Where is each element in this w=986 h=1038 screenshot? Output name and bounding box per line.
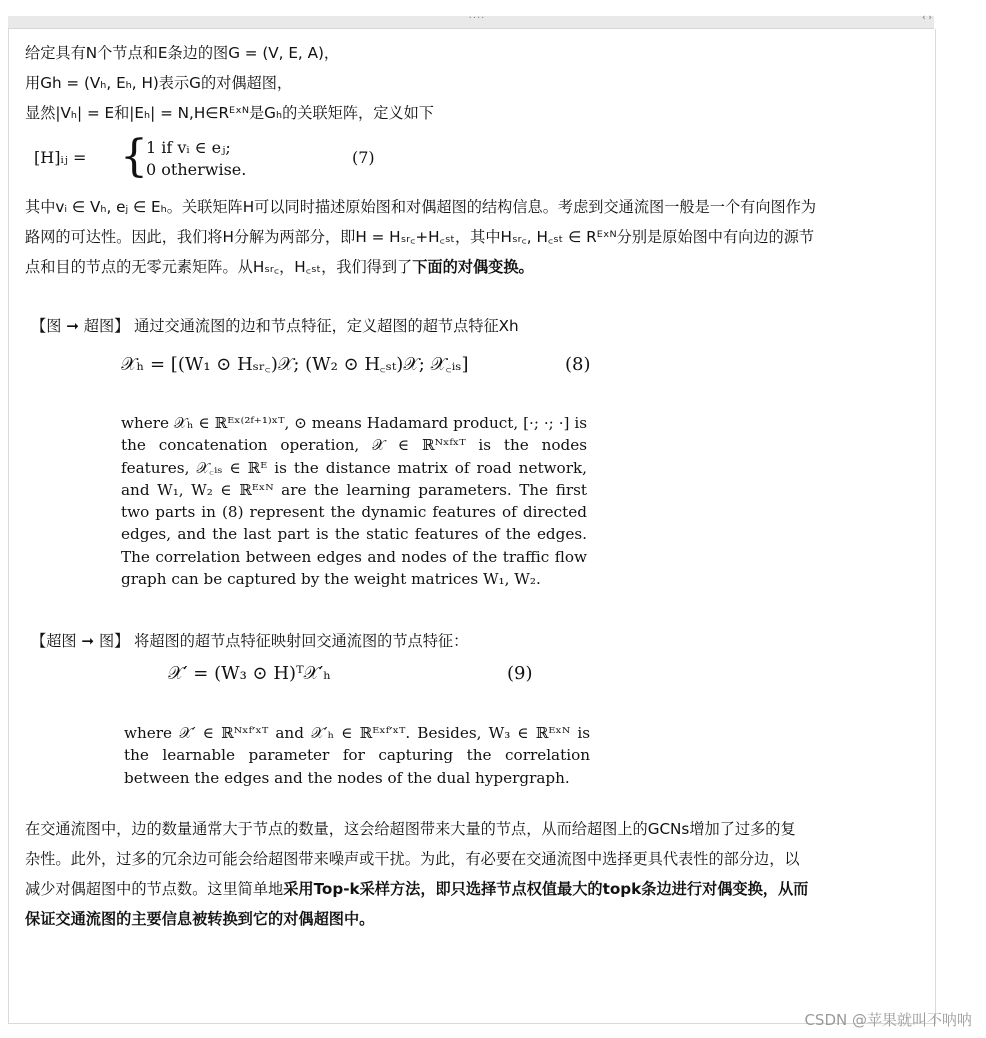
intro-line-3: 显然|Vₕ| = E和|Eₕ| = N,H∈Rᴱˣᴺ是Gₕ的关联矩阵，定义如下 bbox=[25, 104, 434, 122]
paragraph-topk bbox=[25, 814, 930, 934]
section-heading-graph-to-hypergraph: 【图 ➞ 超图】 通过交通流图的边和节点特征，定义超图的超节点特征Xh bbox=[31, 317, 519, 335]
equation-9 bbox=[168, 663, 538, 684]
drag-handle-icon[interactable]: ···· bbox=[468, 13, 486, 24]
paper-excerpt-2: where 𝒳′ ∈ ℝᴺˣᶠ′ˣᵀ and 𝒳′ₕ ∈ ℝᴱˣᶠ′ˣᵀ. Besides, W₃ ∈ ℝᴱˣᴺ is the learnable parameter for capturing the correlation between the edges and the nodes of the dual hypergraph. bbox=[124, 724, 590, 787]
csdn-watermark: CSDN @苹果就叫不呐呐 bbox=[804, 1011, 972, 1029]
para3-line-3-bold: 采用Top-k采样方法，即只选择节点权值最大的topk条边进行对偶变换，从而 bbox=[283, 880, 809, 898]
equation-9-number: (9) bbox=[507, 663, 533, 684]
para3-line-3-text: 减少对偶超图中的节点数。这里简单地 bbox=[25, 880, 284, 898]
para2-line-3 bbox=[25, 252, 930, 282]
intro-line-1: 给定具有N个节点和E条边的图G = (V, E, A)， bbox=[25, 44, 340, 62]
paper-excerpt-1: where 𝒳ₕ ∈ ℝᴱˣ⁽²ᶠ⁺¹⁾ˣᵀ, ⊙ means Hadamard product, [·; ·; ·] is the concatenation operation, 𝒳 ∈ ℝᴺˣᶠˣᵀ is the nodes features, 𝒳꜀ᵢₛ ∈ ℝᴱ is the distance matrix of road network, and W₁, W₂ ∈ ℝᴱˣᴺ are the learning parameters. The first two parts in (8) represent the dynamic features of directed edges, and the last part is the static features of the edges. The correlation between edges and nodes of the traffic flow graph can be captured by the weight matrices W₁, W₂. bbox=[121, 414, 587, 589]
para2-line-3-bold: 下面的对偶变换。 bbox=[412, 258, 534, 276]
equation-7-case-1: 1 if vᵢ ∈ eⱼ; bbox=[146, 138, 231, 157]
para3-line-3 bbox=[25, 874, 930, 904]
equation-9-body: 𝒳′ = (W₃ ⊙ H)ᵀ𝒳′ₕ bbox=[168, 663, 331, 684]
equation-7-number: (7) bbox=[352, 148, 375, 167]
editor-top-bar bbox=[8, 13, 934, 29]
intro-line-2: 用Gh = (Vₕ, Eₕ, H)表示G的对偶超图， bbox=[25, 74, 293, 92]
equation-8 bbox=[121, 354, 591, 375]
equation-7-case-2: 0 otherwise. bbox=[146, 160, 247, 179]
para3-line-4: 保证交通流图的主要信息被转换到它的对偶超图中。 bbox=[25, 910, 375, 928]
equation-7-lhs: [H]ᵢⱼ = bbox=[34, 148, 87, 167]
equation-7-brace: { bbox=[120, 131, 148, 182]
para3-line-1: 在交通流图中，边的数量通常大于节点的数量，这会给超图带来大量的节点，从而给超图上的GCNs增加了过多的复 bbox=[25, 820, 796, 838]
equation-8-body: 𝒳ₕ = [(W₁ ⊙ Hₛᵣ꜀)𝒳; (W₂ ⊙ H꜀ₛₜ)𝒳; 𝒳꜀ᵢₛ] bbox=[121, 354, 469, 375]
para2-line-1: 其中vᵢ ∈ Vₕ, eⱼ ∈ Eₕ。关联矩阵H可以同时描述原始图和对偶超图的结构信息。考虑到交通流图一般是一个有向图作为 bbox=[25, 198, 817, 216]
para2-line-2: 路网的可达性。因此，我们将H分解为两部分，即H = Hₛᵣ꜀+H꜀ₛₜ，其中Hₛᵣ꜀, H꜀ₛₜ ∈ Rᴱˣᴺ分别是原始图中有向边的源节 bbox=[25, 228, 815, 246]
equation-7 bbox=[34, 131, 454, 182]
paragraph-decomposition bbox=[25, 192, 930, 282]
document-body bbox=[25, 38, 930, 128]
collapse-toggle-icon[interactable]: ‹ › bbox=[921, 13, 932, 23]
para2-line-3-text: 点和目的节点的无零元素矩阵。从Hₛᵣ꜀，H꜀ₛₜ，我们得到了 bbox=[25, 258, 413, 276]
para3-line-2: 杂性。此外，过多的冗余边可能会给超图带来噪声或干扰。为此，有必要在交通流图中选择更具代表性的部分边，以 bbox=[25, 850, 800, 868]
section-heading-hypergraph-to-graph: 【超图 ➞ 图】 将超图的超节点特征映射回交通流图的节点特征： bbox=[31, 632, 469, 650]
equation-8-number: (8) bbox=[565, 354, 591, 375]
